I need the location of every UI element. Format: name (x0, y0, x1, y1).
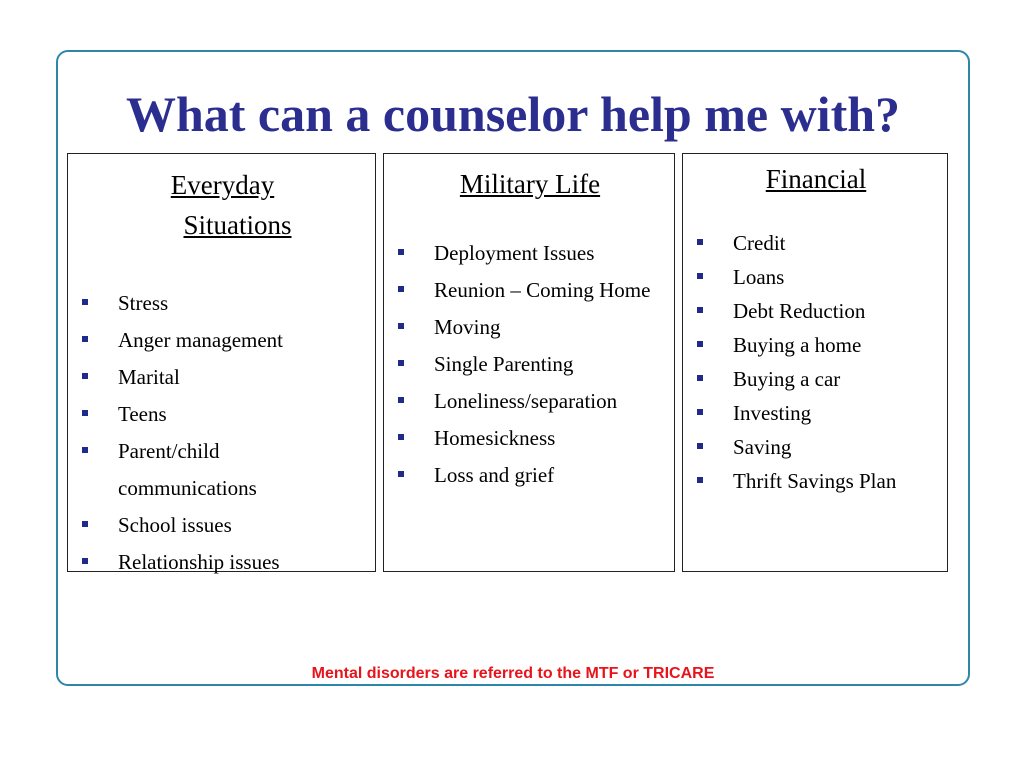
list-item: Loans (683, 262, 896, 296)
list-item: Investing (683, 398, 896, 432)
referral-footnote: Mental disorders are referred to the MTF or TRICARE (311, 665, 715, 682)
list-item-continuation: communications (118, 476, 257, 500)
list-item: Parent/child (68, 436, 283, 473)
list-item: Saving (683, 432, 896, 466)
list-item: Loneliness/separation (384, 386, 664, 416)
item-list (68, 288, 283, 584)
column-heading-line: Everyday (170, 170, 275, 200)
column-heading: Military Life (459, 169, 601, 199)
column-heading-line: Situations (183, 210, 292, 240)
slide-title: What can a counselor help me with? (125, 86, 901, 142)
list-item: Teens (68, 399, 283, 436)
list-item: Buying a home (683, 330, 896, 364)
column-heading: Financial (765, 164, 867, 194)
item-list (384, 238, 664, 497)
list-item: Homesickness (384, 423, 664, 453)
list-item: Loss and grief (384, 460, 664, 490)
everyday-situations-column (67, 153, 376, 572)
list-item: Buying a car (683, 364, 896, 398)
list-item: School issues (68, 510, 283, 547)
military-life-column (383, 153, 675, 572)
column-heading (68, 165, 377, 245)
list-item: Relationship issues (68, 547, 283, 584)
list-item: Thrift Savings Plan (683, 466, 896, 500)
list-item: Debt Reduction (683, 296, 896, 330)
list-item: Stress (68, 288, 283, 325)
list-item: Anger management (68, 325, 283, 362)
financial-column (682, 153, 948, 572)
list-item: Moving (384, 312, 664, 342)
list-item: Marital (68, 362, 283, 399)
list-item: Credit (683, 228, 896, 262)
list-item: Reunion – Coming Home (384, 275, 664, 305)
item-list (683, 228, 896, 500)
list-item: Single Parenting (384, 349, 664, 379)
list-item: Deployment Issues (384, 238, 664, 268)
